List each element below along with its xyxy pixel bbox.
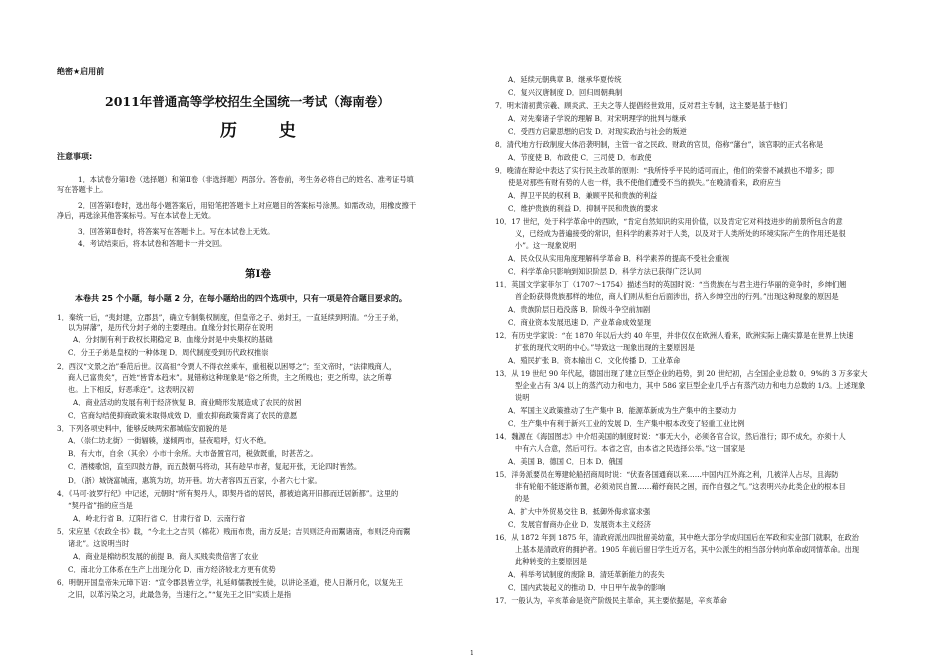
notice-line: 4．考试结束后，将本试卷和答题卡一并交回。 <box>78 239 227 248</box>
right-column <box>475 0 950 672</box>
option-line: C．生产集中有利于新兴工业的发展 D．生产集中根本改变了轻重工业比例 <box>508 419 745 428</box>
section-title: 第Ⅰ卷 <box>245 268 271 280</box>
page-number: 1 <box>470 650 474 657</box>
option-line: A．民众仅从实用角度理解科学革命 B．科学素养的提高不受社会重视 <box>508 254 730 263</box>
question-line: 商人已富贵矣”，百姓“皆背本趋末”。晁错称这种现象是“俗之所贵，主之所贱也；吏之所卑，法之所尊 <box>68 373 392 382</box>
option-line: A．科举考试制度的废除 B．清廷革新能力的丧失 <box>508 570 665 579</box>
question-line: 8．清代地方行政制度大体沿袭明制，主管一省之民政、财政的官员，俗称“藩台”，该官职的正式名称是 <box>495 140 824 149</box>
question-line: 诸北”。这说明当时 <box>68 539 130 548</box>
option-line: A．贵族阶层日趋没落 B．阶级斗争空前加剧 <box>508 305 651 314</box>
question-line: 14．魏源在《海国图志》中介绍美国的制度时说：“事无大小，必须各官合议，然后准行；即不成允，亦须十人 <box>495 432 846 441</box>
notice-line: 3．回答第Ⅱ卷时，将答案写在答题卡上。写在本试卷上无效。 <box>78 227 275 236</box>
option-line: A．商业是棉纺织发展的前提 B．商人买贱卖贵倍害了农业 <box>73 552 259 561</box>
option-line: C．发展官督商办企业 D．发展资本主义经济 <box>508 520 651 529</box>
notice-heading: 注意事项: <box>57 152 93 161</box>
question-line: 此种转变的主要原因是 <box>515 557 587 566</box>
option-line: A．捍卫平民的权利 B．兼顾平民和贵族的利益 <box>508 191 658 200</box>
option-line: C．南北分工体系在生产上出现分化 D．南方经济较北方更有优势 <box>68 565 276 574</box>
question-line: 非有轮船不能逐渐布置，必须劝民自置……藉纾商民之困，而作自强之气。”这表明兴办此类企业的根本目 <box>515 482 846 491</box>
question-line: 中有六人合意，然后可行。本省之官，由本省之民选择公举。”这一国家是 <box>515 444 746 453</box>
option-line: A．对先秦诸子学说的理解 B．对宋明理学的批判与继承 <box>508 114 687 123</box>
option-line: A．岭北行省 B．辽阳行省 C．甘肃行省 D．云南行省 <box>73 514 246 523</box>
question-line: 12．有历史学家说：“在 1870 年以后大约 40 年里，并非仅仅在欧洲人看来，欧洲实际上确实算是在世界上快速 <box>495 331 854 340</box>
option-line: A．扩大中外贸易交往 B．抵御外侮求富求强 <box>508 507 651 516</box>
question-line: 的是 <box>515 494 530 503</box>
option-line: A．节度使 B．布政使 C．三司使 D．布政使 <box>508 153 652 162</box>
question-line: 1．秦统一后，“夷封建，立郡县”，确立专制集权制度，但皇帝之子、弟封王，一直延续到明清。“分王子弟， <box>57 313 404 322</box>
question-line: 扩张的现代文明的中心。”导致这一现象出现的主要原因是 <box>515 343 695 352</box>
option-line: D．（浙）城饶富城南，惠筑为坊，坊开巷。坊大者容四五百家，小者六七十家。 <box>68 476 322 485</box>
question-line: 之旧，以革污染之习，此最急务，当速行之。”“复先王之旧”实质上是指 <box>68 590 292 599</box>
notice-line: 2．回答第Ⅰ卷时，选出每小题答案后，用铅笔把答题卡上对应题目的答案标号涂黑。如需改动，用橡皮擦干 <box>78 201 417 210</box>
question-line: 10．17 世纪，处于科学革命中的西欧，“肯定自然知识的实用价值，以及肯定它对科技进步的前景所包含的意 <box>495 217 843 226</box>
question-line: 上基本是清政府的拥护者。1905 年前后留日学生近万名，其中公派生的相当部分转向革命或同情革命。出现 <box>515 545 860 554</box>
option-line: C．维护贵族的利益 D．抑制平民和贵族的要求 <box>508 204 659 213</box>
question-line: 17．一般认为，辛亥革命是资产阶级民主革命，其主要依据是，辛亥革命 <box>495 596 727 605</box>
question-line: 义，已经成为普遍接受的常识，但科学的素养对于人类，以及对于人类所处的环境实际产生的作用还是很 <box>515 229 846 238</box>
question-line: 16．从 1872 年到 1875 年，清政府派出四批留美幼童，其中绝大部分学成归国后在军政和实业部门就职，在政治 <box>495 533 859 542</box>
question-line: 使是对那些有财有势的人也一样，我不使他们遭受不当的损失。”在晚清看来，政府应当 <box>508 178 782 187</box>
subject-title: 历 史 <box>220 121 314 141</box>
option-line: C．国内武装起义的推动 D．中日甲午战争的影响 <box>508 583 666 592</box>
option-line: B．有大市，自余（其余）小市十余所。大市备置官司，税敛既重，时甚苦之。 <box>68 449 318 458</box>
section-intro: 本卷共 25 个小题，每小题 2 分，在每小题给出的四个选项中，只有一项是符合题目要求的。 <box>75 294 407 303</box>
question-line: 型企业占有 3/4 以上的蒸汽动力和电力，其中 586 家巨型企业几乎占有蒸汽动力和电力总数的 1/3。上述现象 <box>515 381 866 390</box>
question-line: 首企盼获得贵族那样的地位，商人们则从柜台后面涉出，挤入乡绅空出的行列。”出现这种现象的原因是 <box>515 292 839 301</box>
option-line: A．殖民扩张 B．资本输出 C．文化传播 D．工业革命 <box>508 356 681 365</box>
option-line: A．（崇仁坊北街）一街辐辏，遂倾两市，昼夜喧呼，灯火不绝。 <box>68 436 271 445</box>
question-line: 9．晚清在辩论中表达了实行民主改革的原则：“我所恃乎平民的适可而止，他们的荣誉不减损也不增多；即 <box>495 166 834 175</box>
option-line: A．延续元朝典章 B．继承华夏传统 <box>508 75 622 84</box>
option-line: C．科学革命只影响到知识阶层 D．科学方法已获得广泛认同 <box>508 267 702 276</box>
option-line: C．受西方启蒙思想的启发 D．对现实政治与社会的叛逆 <box>508 127 687 136</box>
question-line: 也。上下相反，好恶乖迕”。这表明汉初 <box>68 385 194 394</box>
question-line: 5．宋应星《农政全书》载，“今北土之吉贝（棉花）贱而布贵，南方反是；吉贝则泛舟而鬻诸南，布则泛舟而鬻 <box>57 527 411 536</box>
question-line: 7．明末清初黄宗羲、顾炎武、王夫之等人提倡经世致用，反对君主专制，这主要是基于他们 <box>495 101 788 110</box>
option-line: C．复兴汉唐制度 D．回归周朝典制 <box>508 88 623 97</box>
option-line: C．官商勾结使抑商政策未取得成效 D．重农抑商政策背离了农民的意愿 <box>68 411 298 420</box>
option-line: A．分封制有利于政权长期稳定 B．血缘分封是中央集权的基础 <box>73 335 273 344</box>
notice-line: 写在答题卡上。 <box>57 185 108 194</box>
question-line: 以为屏藩”，是历代分封子弟的主要理由。血缘分封长期存在说明 <box>68 323 273 332</box>
question-line: 4．《马可·波罗行纪》中记述，元朝时“所有契丹人，即契丹省的居民，都被迫离开旧都而迁居新都”。这里的 <box>57 489 399 498</box>
question-line: 11．英国文学家菲尔丁（1707～1754）描述当时的英国时说：“当贵族在与君主进行华丽的竞争时，乡绅们翘 <box>495 280 847 289</box>
secret-label: 绝密★启用前 <box>57 67 105 76</box>
option-line: A．商业活动的发展有利于经济恢复 B．商业畸形发展造成了农民的贫困 <box>73 398 302 407</box>
question-line: 小”。这一现象说明 <box>515 241 577 250</box>
notice-line: 1．本试卷分第Ⅰ卷（选择题）和第Ⅱ卷（非选择题）两部分。答卷前，考生务必将自己的姓名、准考证号填 <box>78 175 414 184</box>
question-line: 3．下列各项史料中，能够反映两宋都城临安面貌的是 <box>57 424 227 433</box>
question-line: 6．明朝开国皇帝朱元璋下诏：“宣令郡县皆立学，礼延师儒教授生徒，以讲论圣道，使人日渐月化，以复先王 <box>57 578 404 587</box>
question-line: 说明 <box>515 393 530 402</box>
exam-title: 2011年普通高等学校招生全国统一考试（海南卷） <box>105 94 390 109</box>
notice-line: 净后，再选涂其他答案标号。写在本试卷上无效。 <box>57 211 216 220</box>
option-line: C．酒楼歌馆，直至四鼓方静，而五鼓朝马将动，其有趁早市者，复起开张，无论四时皆然。 <box>68 462 362 471</box>
question-line: 13．从 19 世纪 90 年代起，德国出现了建立巨型企业的趋势，到 20 世纪初，占全国企业总数 0．9%的 3 万多家大 <box>495 369 868 378</box>
option-line: A．美国 B．德国 C．日本 D．俄国 <box>508 457 623 466</box>
question-line: 2．西汉“文景之治”垂范后世。汉高祖“令贾人不得衣丝乘车，重租税以困辱之”；至文帝时，“法律贱商人， <box>57 362 397 371</box>
option-line: C．商业资本发展迅速 D．产业革命成效显现 <box>508 318 651 327</box>
question-line: “契丹省”指的应当是 <box>68 501 133 510</box>
option-line: C．分王子弟是皇权的一种体现 D．周代制度受到历代政权推崇 <box>68 348 269 357</box>
option-line: A．军国主义政策推动了生产集中 B．能源革新成为生产集中的主要动力 <box>508 406 737 415</box>
question-line: 15．洋务派要员在筹建轮船招商局时说：“伏查各国通商以来……中国内江外海之利，几被洋人占尽，且海防 <box>495 470 839 479</box>
